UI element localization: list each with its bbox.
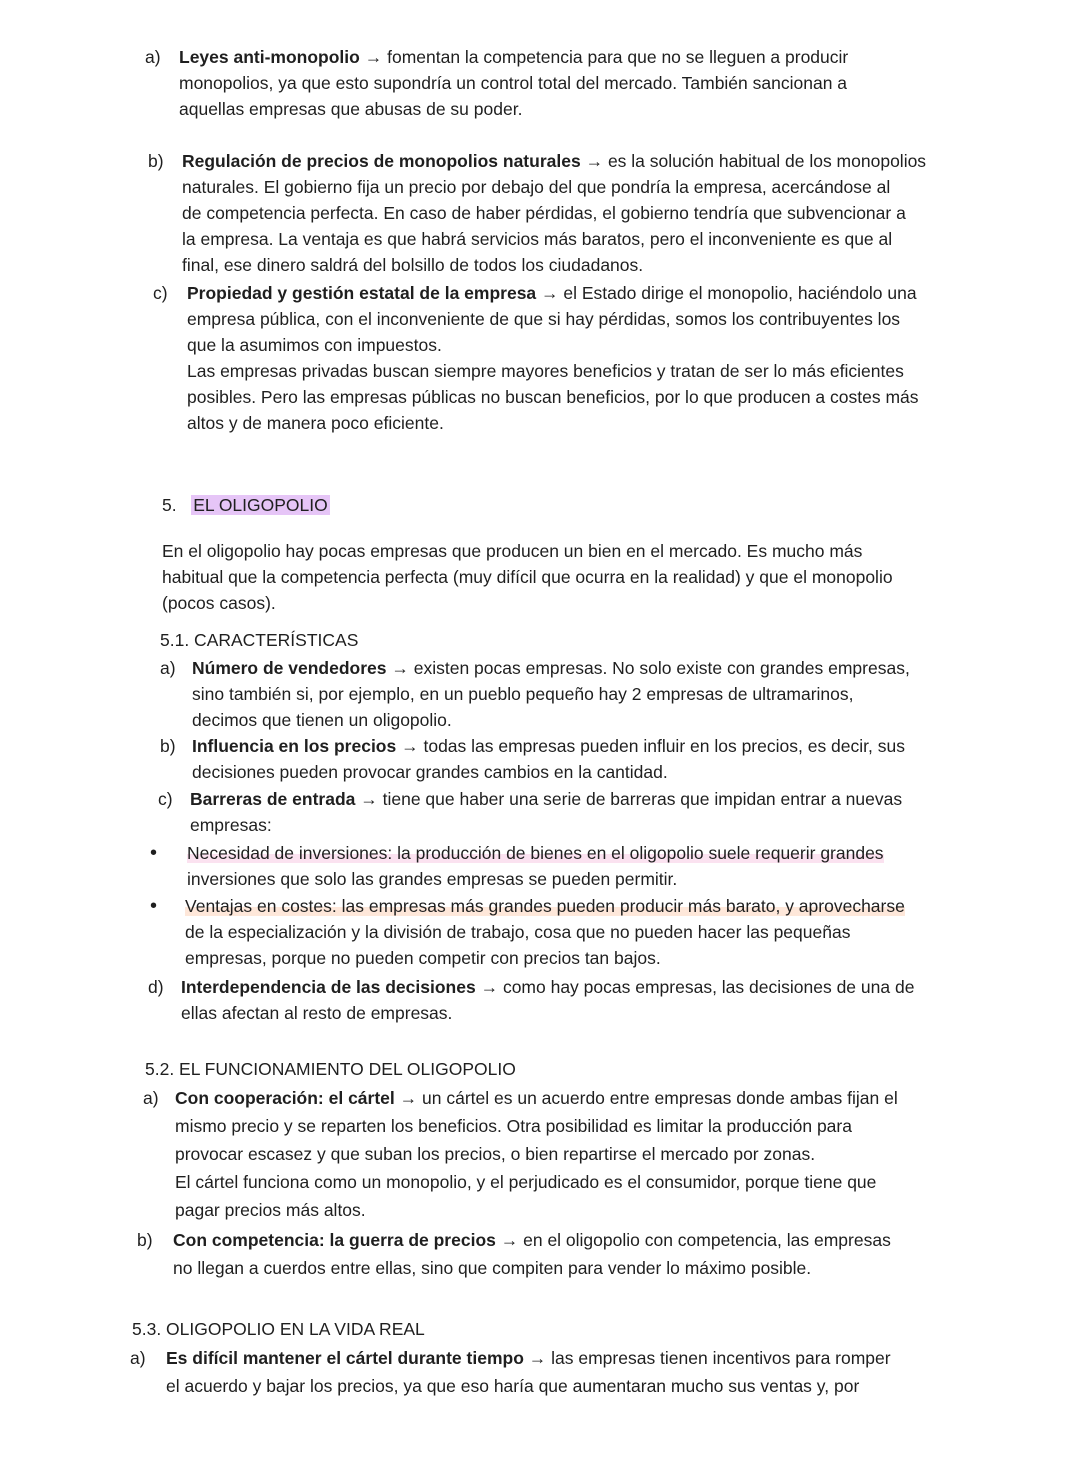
operation-a: a) Con cooperación: el cártel → un cártel es un acuerdo entre empresas donde ambas fijan el mismo precio y se reparten los beneficios. Otra posibilidad es limitar la producción para provocar escasez y que suban los precios, o bien repartirse el mercado por zonas. El cártel funciona como un monopolio, y el perjudicado es el consumidor, porque tiene que pagar precios más altos. xyxy=(143,1084,1043,1224)
arrow-icon: → xyxy=(401,736,419,756)
arrow-icon: → xyxy=(360,789,378,809)
characteristic-c: c) Barreras de entrada → tiene que haber una serie de barreras que impidan entrar a nuevas empresas: xyxy=(158,786,1038,838)
characteristic-a: a) Número de vendedores → existen pocas empresas. No solo existe con grandes empresas, sino también si, por ejemplo, en un pueblo pequeño hay 2 empresas de ultramarinos, decimos que tienen un oligopolio. xyxy=(160,655,1040,733)
list-marker: a) xyxy=(145,47,161,67)
bullet-icon: • xyxy=(150,842,158,864)
arrow-icon: → xyxy=(500,1230,519,1250)
item-title: Número de vendedores xyxy=(192,658,387,678)
list-marker: d) xyxy=(148,977,164,997)
list-marker: b) xyxy=(148,151,164,171)
list-marker: b) xyxy=(160,736,176,756)
item-title: Con competencia: la guerra de precios xyxy=(173,1230,496,1250)
item-title: Regulación de precios de monopolios naturales xyxy=(182,151,581,171)
list-marker: c) xyxy=(153,283,168,303)
item-title: Barreras de entrada xyxy=(190,789,356,809)
item-title: Influencia en los precios xyxy=(192,736,397,756)
list-marker: c) xyxy=(158,789,173,809)
list-marker: a) xyxy=(130,1348,146,1368)
measure-c: c) Propiedad y gestión estatal de la empresa → el Estado dirige el monopolio, haciéndolo una empresa pública, con el inconveniente de que si hay pérdidas, somos los contribuyentes los que la asumimos con impuestos. Las empresas privadas buscan siempre mayores beneficios y tratan de ser lo más eficientes posibles. Pero las empresas públicas no buscan beneficios, por lo que producen a costes más altos y de manera poco eficiente. xyxy=(153,280,1053,436)
measure-b: b) Regulación de precios de monopolios naturales → es la solución habitual de los monopolios naturales. El gobierno fija un precio por debajo del que pondría la empresa, acercándose al de competencia perfecta. En caso de haber pérdidas, el gobierno tendría que subvencionar a la empresa. La ventaja es que habrá servicios más baratos, pero el inconveniente es que al final, ese dinero saldrá del bolsillo de todos los ciudadanos. xyxy=(148,148,1048,278)
subsection-heading: 5.3. OLIGOPOLIO EN LA VIDA REAL xyxy=(132,1319,425,1339)
subsection-heading: 5.2. EL FUNCIONAMIENTO DEL OLIGOPOLIO xyxy=(145,1059,516,1079)
bullet-icon: • xyxy=(150,895,158,917)
arrow-icon: → xyxy=(480,977,499,997)
real-life-a: a) Es difícil mantener el cártel durante tiempo → las empresas tienen incentivos para romper el acuerdo y bajar los precios, ya que eso haría que aumentaran mucho sus ventas y, por xyxy=(130,1344,1050,1400)
item-title: Con cooperación: el cártel xyxy=(175,1088,395,1108)
characteristic-b: b) Influencia en los precios → todas las empresas pueden influir en los precios, es decir, sus decisiones pueden provocar grandes cambios en la cantidad. xyxy=(160,733,1040,785)
arrow-icon: → xyxy=(585,151,604,171)
item-title: Es difícil mantener el cártel durante tiempo xyxy=(166,1348,524,1368)
item-title: Propiedad y gestión estatal de la empresa xyxy=(187,283,537,303)
section-intro: En el oligopolio hay pocas empresas que producen un bien en el mercado. Es mucho más habitual que la competencia perfecta (muy difícil que ocurra en la realidad) y que el monopolio (pocos casos). xyxy=(162,541,893,613)
section-title-text: EL OLIGOPOLIO xyxy=(193,495,328,515)
list-marker: a) xyxy=(160,658,176,678)
item-title: Leyes anti-monopolio xyxy=(179,47,360,67)
section-title: 5. EL OLIGOPOLIO xyxy=(162,495,328,515)
arrow-icon: → xyxy=(399,1088,418,1108)
arrow-icon: → xyxy=(528,1348,547,1368)
bullet-item: • Necesidad de inversiones: la producción de bienes en el oligopolio suele requerir grandes inversiones que solo las grandes empresas se pueden permitir. xyxy=(150,842,884,889)
measure-a: a) Leyes anti-monopolio → fomentan la competencia para que no se lleguen a producir monopolios, ya que esto supondría un control total del mercado. También sancionan a aquellas empresas que abusas de su poder. xyxy=(145,44,1045,122)
arrow-icon: → xyxy=(364,47,383,67)
list-marker: b) xyxy=(137,1230,153,1250)
bullet-item: • Ventajas en costes: las empresas más grandes pueden producir más barato, y aprovecharse de la especialización y la división de trabajo, cosa que no pueden hacer las pequeñas empresas, porque no pueden competir con precios tan bajos. xyxy=(150,895,905,968)
subsection-heading: 5.1. CARACTERÍSTICAS xyxy=(160,630,359,650)
list-marker: a) xyxy=(143,1088,159,1108)
operation-b: b) Con competencia: la guerra de precios → en el oligopolio con competencia, las empresas no llegan a cuerdos entre ellas, sino que compiten para vender lo máximo posible. xyxy=(137,1226,1037,1282)
arrow-icon: → xyxy=(391,658,409,678)
characteristic-d: d) Interdependencia de las decisiones → como hay pocas empresas, las decisiones de una de ellas afectan al resto de empresas. xyxy=(148,974,1048,1026)
arrow-icon: → xyxy=(541,283,559,303)
item-title: Interdependencia de las decisiones xyxy=(181,977,476,997)
